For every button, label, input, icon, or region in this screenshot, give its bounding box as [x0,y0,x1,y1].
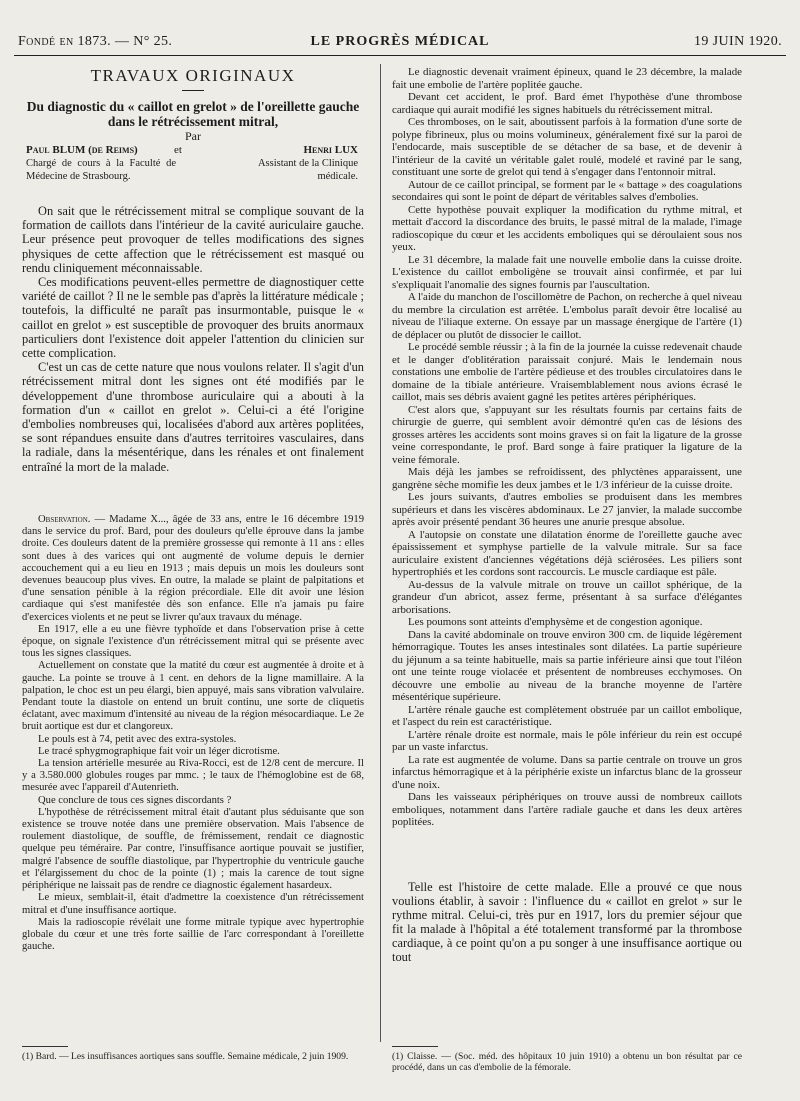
observation-paragraph: Le pouls est à 74, petit avec des extra-systoles. [38,733,237,745]
right-paragraph: Les poumons sont atteints d'emphysème et de congestion agonique. [408,616,703,628]
author-2 [218,144,358,183]
observation-paragraph: Observation. — Madame X..., âgée de 33 ans, entre le 16 décembre 1919 dans le service du prof. Bard, pour des douleurs qu'elle éprouve dans la jambe droite. Ces douleurs datent de la première grossesse qui remonte à 11 ans : elles sont dues à des varices qui ont augmenté de volume depuis le dernier accouchement qui a eu lieu en 1913 ; mais depuis un mois les douleurs sont devenues beaucoup plus vives. En outre, la malade se plaint de palpitations et d'une sensation pénible à la région précordiale. Elle dit avoir une lésion cardiaque qui s'est manifestée dès son enfance. Elle n'a jamais pu faire d'exercices violents et ne peut se livrer qu'aux travaux du ménage. [22,514,364,623]
author-1 [26,144,176,183]
section-title: TRAVAUX ORIGINAUX [90,66,296,85]
journal-title: LE PROGRÈS MÉDICAL [310,34,490,49]
right-paragraph: C'est alors que, s'appuyant sur les résultats fournis par certains faits de chirurgie de guerre, qui semblent avoir démontré qu'en cas de lésions des grosses artères les accidents sont moins graves si on fait la ligature de la grosse veine correspondante, le prof. Bard songe à faire pratiquer la ligature de la veine fémorale. [392,403,742,466]
right-paragraph: Mais déjà les jambes se refroidissent, des phlyctènes apparaissent, une gangrène sèche momifie les deux jambes et le 1/3 inférieur de la cuisse droite. [392,466,742,491]
issue-date: 19 JUIN 1920. [693,34,782,49]
right-paragraph: L'artère rénale droite est normale, mais le pôle inférieur du rein est occupé par un vaste infarctus. [392,728,742,753]
right-paragraph: Le procédé semble réussir ; à la fin de la journée la cuisse redevenait chaude et le danger d'oblitération paraissait conjuré. Mais le lendemain nous constations une embolie de l'artère pédieuse et des troubles circulatoires dans le domaine de la tibiale antérieure. Vraisemblablement nous avions écrasé le caillot, mais ses débris avaient gagné les petites artères périphériques. [392,341,742,403]
right-paragraph: Le 31 décembre, la malade fait une nouvelle embolie dans la cuisse droite. L'existence du caillot emboligène se trouvait ainsi confirmée, et par lui s'expliquait l'anomalie des signes fournis par l'auscultation. [392,253,742,291]
author-2-name: Henri LUX [303,144,358,156]
right-paragraph: Cette hypothèse pouvait expliquer la modification du rythme mitral, et mettait d'accord la discordance des bruits, le passé mitral de la malade, l'image radioscopique du cœur et les accidents emboliques qui se déroulaient sous nos yeux. [392,203,742,253]
footnote-rule [22,1046,68,1047]
intro-paragraph: C'est un cas de cette nature que nous voulons relater. Il s'agit d'un rétrécissement mitral dont les signes ont été modifiés par le développement d'une thrombose auriculaire qui a abouti à la formation d'un « caillot en grelot ». Celui-ci a été l'origine d'embolies nombreuses qui, localisées d'abord aux artères poplitées, se sont répandues ensuite dans d'autres territoires vasculaires, dans la radiale, dans la mésentérique, dans les rénales et ont finalement entraîné la mort de la malade. [22,360,364,474]
intro-paragraph: Ces modifications peuvent-elles permettre de diagnostiquer cette variété de caillot ? Il ne le semble pas d'après la littérature médicale ; toutefois, la difficulté ne paraît pas insurmontable, puisque le « caillot en grelot » est susceptible de provoquer des bruits anormaux particuliers dont l'existence doit appeler l'attention du clinicien sur cette complication. [22,275,364,361]
right-column [392,66,742,876]
left-column-top [22,66,364,506]
author-1-affiliation: Chargé de cours à la Faculté de Médecine de Strasbourg. [26,158,176,182]
footnote-rule [392,1046,438,1047]
observation-paragraph: Mais la radioscopie révélait une forme mitrale typique avec hypertrophie globale du cœur et une très forte saillie de l'arc correspondant à l'oreillette gauche. [22,916,364,953]
right-paragraph: Les jours suivants, d'autres embolies se produisent dans les membres supérieurs et dans les viscères abdominaux. Le 27 janvier, la malade succombe après avoir présenté pendant 36 heures une anurie presque absolue. [392,491,742,528]
byline-par: Par [185,129,201,143]
observation-paragraph: Que conclure de tous ces signes discordants ? [38,794,232,806]
right-paragraph: Dans la cavité abdominale on trouve environ 300 cm. de liquide légèrement hémorragique. Toutes les anses intestinales sont dilatées. La partie supérieure du jéjunum a sa teinte habituelle, mais sa partie inférieure ainsi que tout l'iléon ont une teinte rouge violacée et présentent de nombreuses ecchymoses. On découvre une embolie au niveau de la branche moyenne de l'artère mésentérique supérieure. [392,628,742,703]
right-paragraph: La rate est augmentée de volume. Dans sa partie centrale on trouve un gros infarctus hémorragique et à la périphérie existe un infarctus blanc de la grosseur d'une noix. [392,753,742,791]
author-conjunction: et [174,144,182,156]
right-paragraph: Le diagnostic devenait vraiment épineux, quand le 23 décembre, la malade fait une embolie de l'artère poplitée gauche. [392,66,742,91]
running-head [18,34,782,50]
author-2-affiliation: Assistant de la Clinique médicale. [257,158,358,182]
intro-paragraph: On sait que le rétrécissement mitral se complique souvant de la formation de caillots dans l'intérieur de la cavité auriculaire gauche. Leur présence peut provoquer de telles modifications des signes physiques de cette affection que le rétrécissement est masqué ou rendu cliniquement méconnaissable. [22,204,364,275]
introduction [22,204,364,474]
observation-paragraph: La tension artérielle mesurée au Riva-Rocci, est de 12/8 cent de mercure. Il y a 3.580.000 globules rouges par mmc. ; le taux de l'hémoglobine est de 68, mesurée avec l'appareil d'Autenrieth. [22,758,364,794]
right-paragraph: Devant cet accident, le prof. Bard émet l'hypothèse d'une thrombose cardiaque qui aurait modifié les signes habituels du rétrécissement mitral. [392,91,742,116]
conclusion-paragraph: Telle est l'histoire de cette malade. Elle a prouvé ce que nous voulions établir, à savoir : l'influence du « caillot en grelot » sur le rythme mitral. Celui-ci, très pur en 1917, lors du premier séjour que fit la malade à l'hôpital a été totalement transformé par la thrombose cardiaque, à ce point qu'on a pu songer à une insuffisance aortique ou tout [392,880,742,965]
footnote-text: (1) Bard. — Les insuffisances aortiques sans souffle. Semaine médicale, 2 juin 1909. [22,1051,349,1062]
footnote-text: (1) Claisse. — (Soc. méd. des hôpitaux 10 juin 1910) a obtenu un bon résultat par ce procédé, dans un cas d'embolie de la fémorale. [392,1051,742,1073]
observation-paragraph: L'hypothèse de rétrécissement mitral était d'autant plus séduisante que son existence se trouve notée dans une première observation. Mais l'absence de roulement diastolique, de souffle, de frémissement, rendait ce diagnostic quelque peu téméraire. Par contre, l'insuffisance aortique pouvait se justifier, malgré l'absence de souffle diastolique, par l'hypertrophie du ventricule gauche et l'élargissement du choc de la pointe (1) ; mais la carence de tout signe périphérique ne laissait pas de rendre ce diagnostic également hasardeux. [22,806,364,892]
observation-paragraph: En 1917, elle a eu une fièvre typhoïde et dans l'observation prise à cette époque, on signale l'existence d'un rétrécissement mitral qui se présente avec tous les signes classiques. [22,623,364,660]
right-paragraph: L'artère rénale gauche est complètement obstruée par un caillot embolique, et l'aspect du rein est caractéristique. [392,703,742,728]
observation-paragraph: Actuellement on constate que la matité du cœur est augmentée à droite et à gauche. La pointe se trouve à 1 cent. en dehors de la ligne mamillaire. A la palpation, le choc est un peu élargi, bien appuyé, mais sans vibration valvulaire. Pendant toute la diastole on entend un bruit continu, une sorte de cliquetis éclatant, avec maximum d'intensité au niveau de la région mésocardiaque. Le 2e bruit aortique est dur et clangoreux. [22,660,364,733]
right-paragraph: A l'aide du manchon de l'oscillomètre de Pachon, on recherche à quel niveau du membre la circulation est arrêtée. L'embolus paraît devoir être localisé au niveau de l'iliaque externe. On essaye par un massage énergique de l'artère (1) de déplacer ou plutôt de dissocier le caillot. [392,291,742,341]
right-footnote [392,1046,742,1080]
right-paragraph: Au-dessus de la valvule mitrale on trouve un caillot sphérique, de la grandeur d'un abricot, assez ferme, présentant à sa surface d'élégantes arborisations. [392,578,742,616]
observation [22,514,364,1042]
right-paragraph: Dans les vaisseaux périphériques on trouve aussi de nombreux caillots emboliques, notamment dans l'artère radiale gauche et dans les deux artères poplitées. [392,791,742,828]
observation-label: Observation. — [38,514,106,525]
authors [22,144,364,198]
right-paragraph: A l'autopsie on constate une dilatation énorme de l'oreillette gauche avec épaississement et symphyse partielle de la valvule mitrale. Sur sa face auriculaire existent d'anciennes végétations déjà sciérosées. Les piliers sont hypertrophiés et les cordons sont raccourcis. Le muscle cardiaque est pâle. [392,528,742,578]
title-dash [182,90,204,91]
author-1-name: Paul BLUM (de Reims) [26,144,138,156]
right-paragraph: Ces thromboses, on le sait, aboutissent parfois à la formation d'une sorte de polype fibrineux, plus ou moins volumineux, généralement fixé sur la paroi de l'endocarde, mais susceptible de se détacher de sa base, et de devenir à l'intérieur de la cavité un véritable galet roulé, modelé et raviné par le sang, constituant une sorte de grelot qui tend à s'engager dans l'entonnoir mitral. [392,116,742,178]
column-divider [380,64,381,1042]
right-paragraph: Autour de ce caillot principal, se forment par le « battage » des coagulations secondaires qui sont le point de départ de véritables salves d'embolies. [392,178,742,203]
observation-paragraph: Le tracé sphygmographique fait voir un léger dicrotisme. [38,745,280,757]
observation-paragraph: Le mieux, semblait-il, était d'admettre la coexistence d'un rétrécissement mitral et d'une insuffisance aortique. [22,892,364,916]
article-title: Du diagnostic du « caillot en grelot » de l'oreillette gauche dans le rétrécissement mitral, [26,99,360,129]
left-footnote [22,1046,364,1080]
conclusion [392,880,742,1042]
founding-issue: Fondé en 1873. — N° 25. [18,34,173,49]
header-rule [14,55,786,56]
